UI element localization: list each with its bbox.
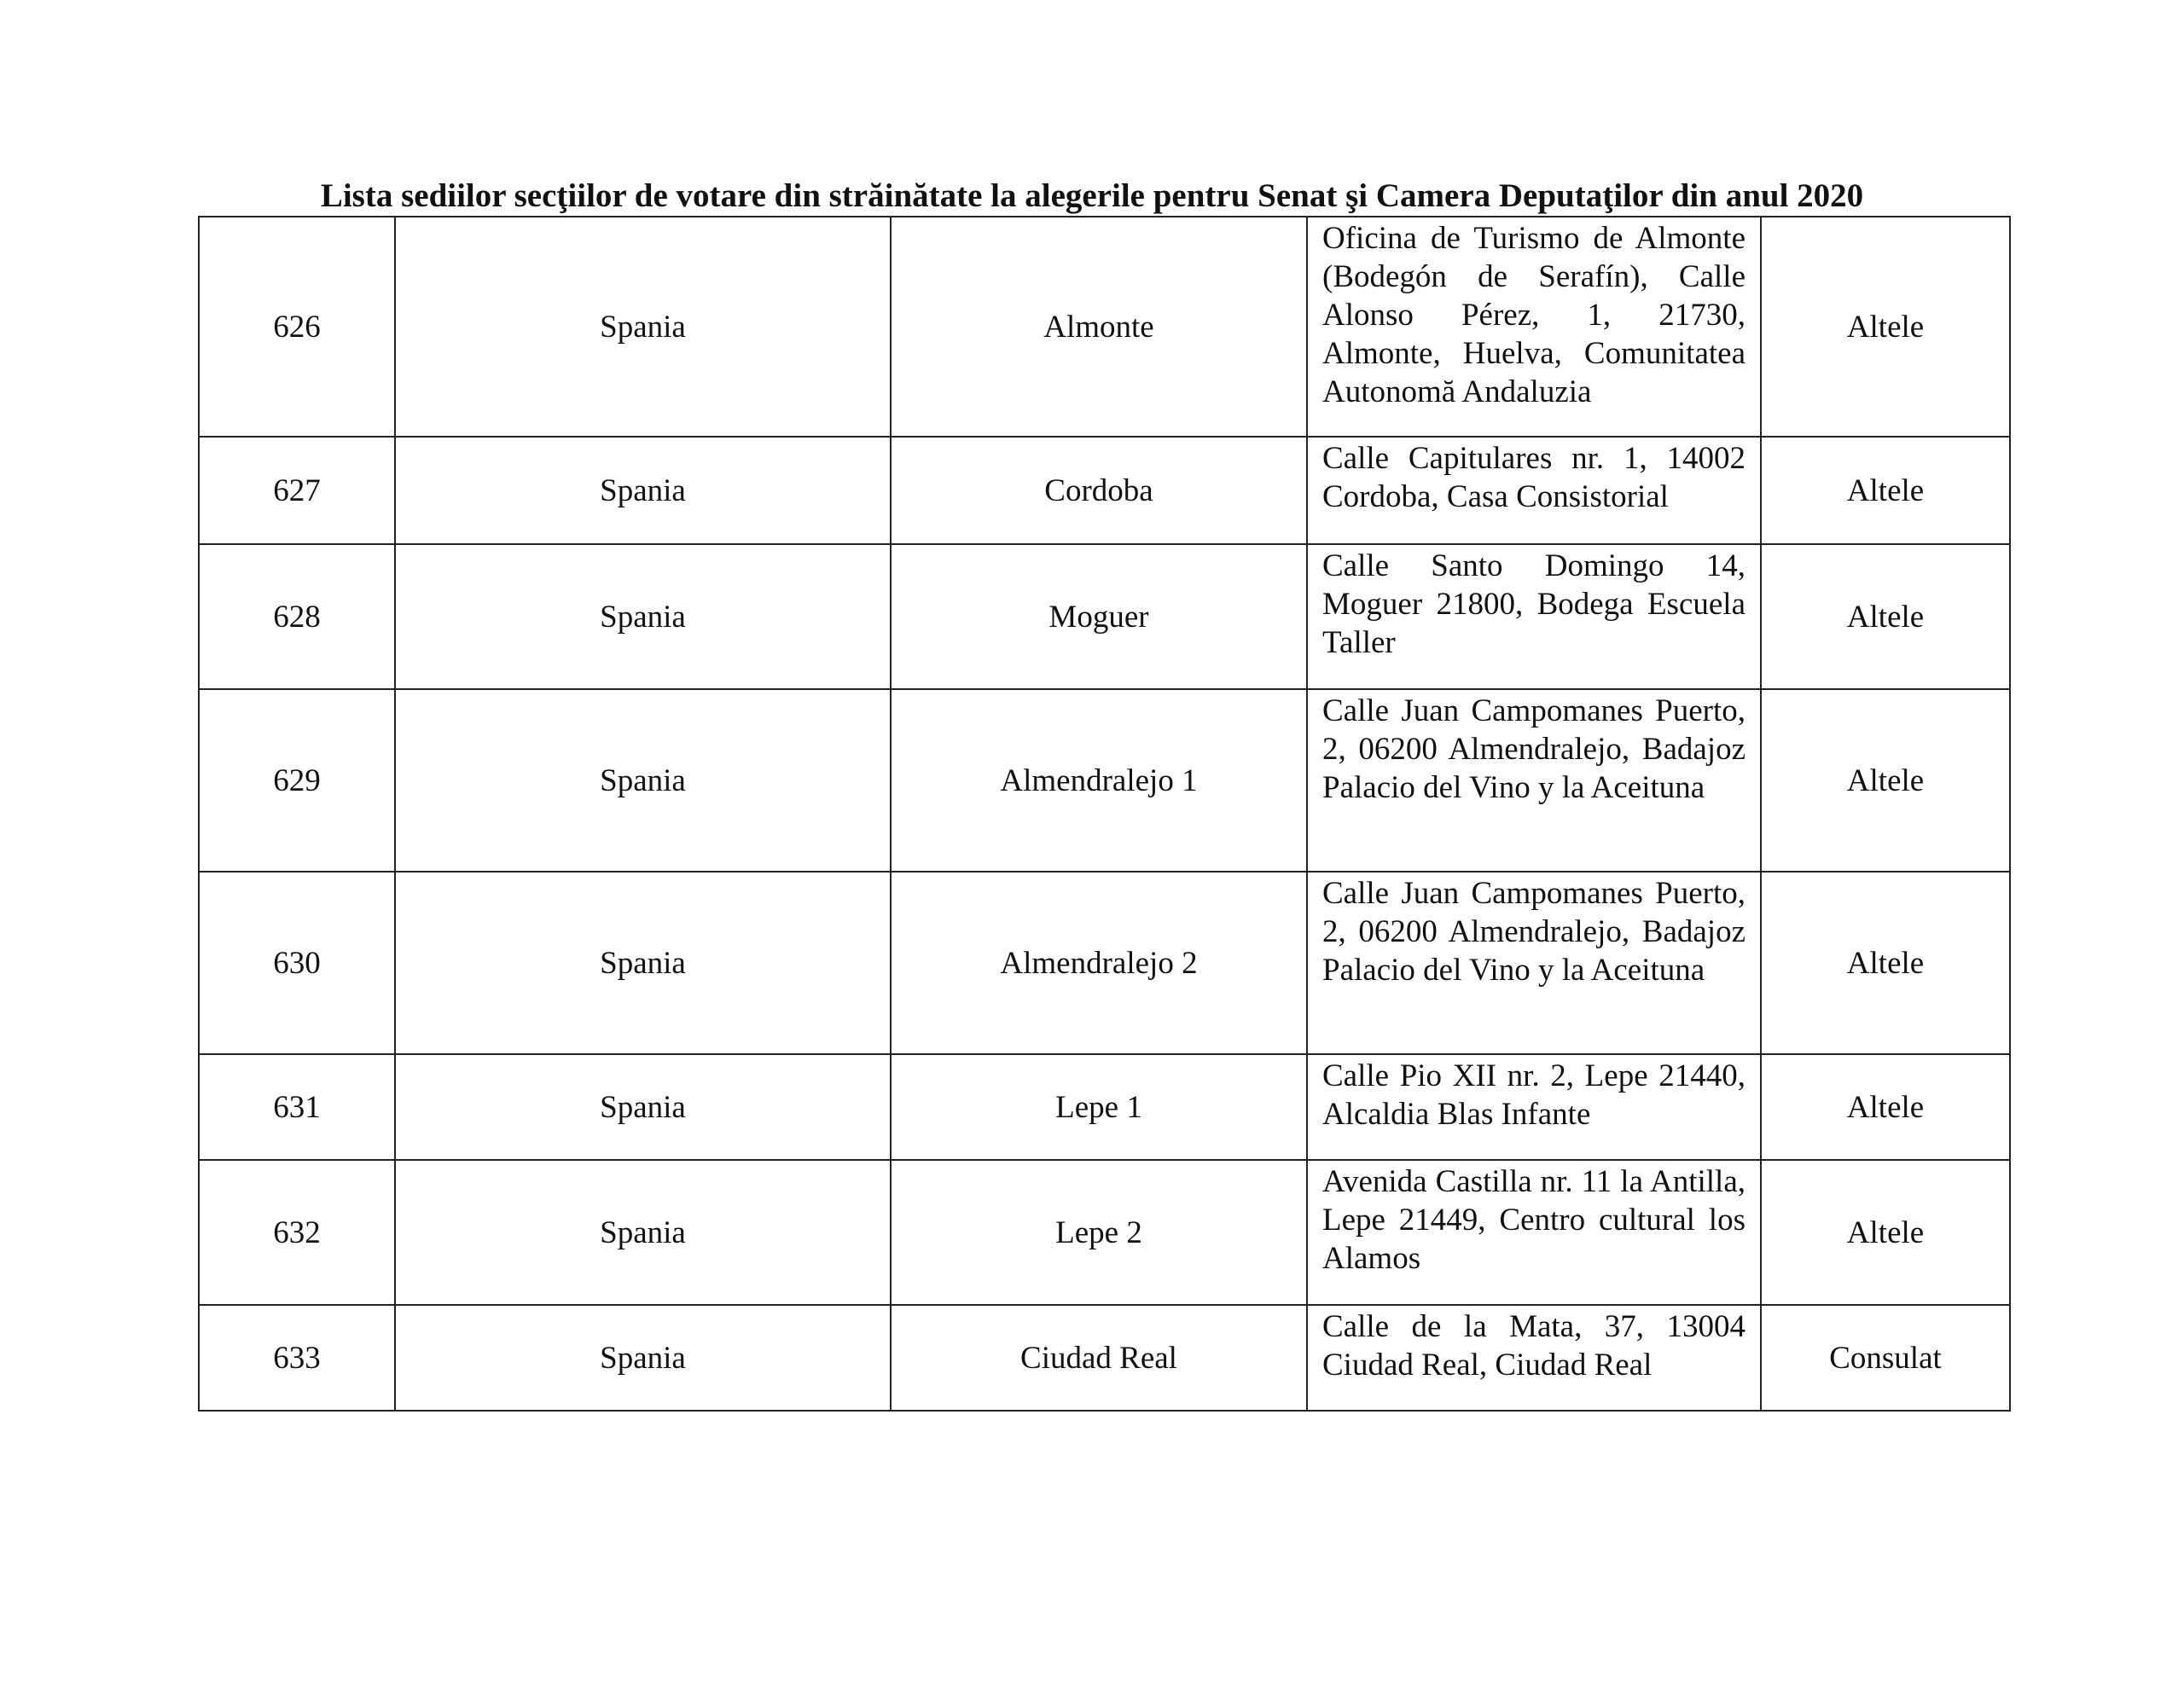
station-type-cell: Altele (1761, 872, 2010, 1054)
section-number-cell: 633 (199, 1305, 395, 1411)
station-type-cell: Altele (1761, 437, 2010, 544)
address-cell: Calle Juan Campomanes Puerto, 2, 06200 Almendralejo, Badajoz Palacio del Vino y la Aceituna (1307, 689, 1761, 872)
address-cell: Calle Pio XII nr. 2, Lepe 21440, Alcaldia Blas Infante (1307, 1054, 1761, 1160)
country-cell: Spania (395, 1160, 891, 1305)
section-number-cell: 626 (199, 217, 395, 437)
station-type-cell: Altele (1761, 1054, 2010, 1160)
section-number-cell: 632 (199, 1160, 395, 1305)
polling-stations-table (198, 216, 2011, 1412)
section-number-cell: 630 (199, 872, 395, 1054)
table-row (199, 872, 2010, 1054)
section-number-cell: 631 (199, 1054, 395, 1160)
locality-cell: Moguer (891, 544, 1307, 689)
locality-cell: Almonte (891, 217, 1307, 437)
address-cell: Oficina de Turismo de Almonte (Bodegón de Serafín), Calle Alonso Pérez, 1, 21730, Almonte, Huelva, Comunitatea Autonomă Andaluzia (1307, 217, 1761, 437)
table-row (199, 1160, 2010, 1305)
country-cell: Spania (395, 437, 891, 544)
locality-cell: Lepe 2 (891, 1160, 1307, 1305)
address-cell: Avenida Castilla nr. 11 la Antilla, Lepe 21449, Centro cultural los Alamos (1307, 1160, 1761, 1305)
table-row (199, 437, 2010, 544)
country-cell: Spania (395, 689, 891, 872)
country-cell: Spania (395, 217, 891, 437)
address-cell: Calle Juan Campomanes Puerto, 2, 06200 Almendralejo, Badajoz Palacio del Vino y la Aceituna (1307, 872, 1761, 1054)
locality-cell: Almendralejo 1 (891, 689, 1307, 872)
station-type-cell: Altele (1761, 689, 2010, 872)
station-type-cell: Altele (1761, 1160, 2010, 1305)
table-row (199, 544, 2010, 689)
country-cell: Spania (395, 1054, 891, 1160)
table-row (199, 217, 2010, 437)
table-row (199, 689, 2010, 872)
address-cell: Calle Capitulares nr. 1, 14002 Cordoba, Casa Consistorial (1307, 437, 1761, 544)
locality-cell: Lepe 1 (891, 1054, 1307, 1160)
address-cell: Calle Santo Domingo 14, Moguer 21800, Bodega Escuela Taller (1307, 544, 1761, 689)
locality-cell: Cordoba (891, 437, 1307, 544)
table-row (199, 1054, 2010, 1160)
locality-cell: Ciudad Real (891, 1305, 1307, 1411)
locality-cell: Almendralejo 2 (891, 872, 1307, 1054)
section-number-cell: 628 (199, 544, 395, 689)
address-cell: Calle de la Mata, 37, 13004 Ciudad Real, Ciudad Real (1307, 1305, 1761, 1411)
section-number-cell: 627 (199, 437, 395, 544)
table-row (199, 1305, 2010, 1411)
country-cell: Spania (395, 1305, 891, 1411)
station-type-cell: Altele (1761, 544, 2010, 689)
station-type-cell: Altele (1761, 217, 2010, 437)
country-cell: Spania (395, 872, 891, 1054)
country-cell: Spania (395, 544, 891, 689)
station-type-cell: Consulat (1761, 1305, 2010, 1411)
page-title: Lista sediilor secţiilor de votare din străinătate la alegerile pentru Senat şi Camera Deputaţilor din anul 2020 (320, 177, 1864, 214)
section-number-cell: 629 (199, 689, 395, 872)
